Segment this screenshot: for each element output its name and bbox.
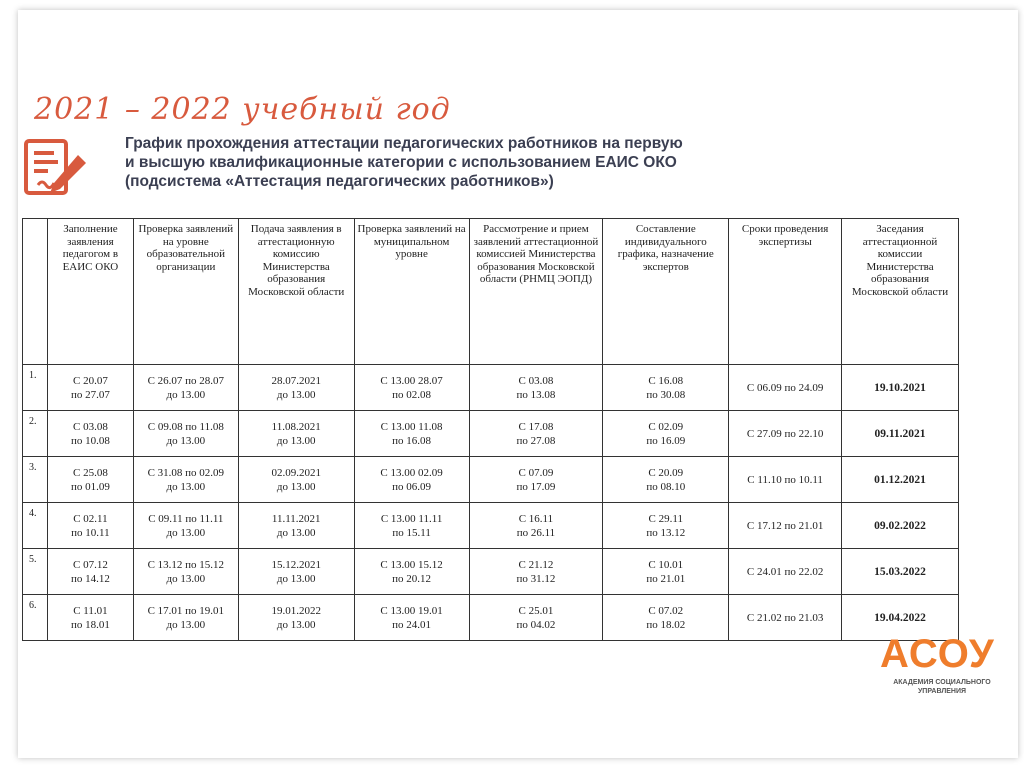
table-row xyxy=(23,457,959,503)
cell-line: С 13.00 02.09 xyxy=(380,466,443,479)
cell-line: С 13.00 11.11 xyxy=(380,512,443,525)
table-row xyxy=(23,595,959,641)
cell-line: по 02.08 xyxy=(392,388,432,401)
table-cell xyxy=(842,503,959,549)
cell-line: 1. xyxy=(29,370,37,381)
cell-line: 28.07.2021 xyxy=(271,374,321,387)
cell-line: по 17.09 xyxy=(516,480,556,493)
cell-line: по 08.10 xyxy=(646,480,686,493)
subtitle-line: График прохождения аттестации педагогических работников на первую xyxy=(125,135,683,152)
cell-line: 11.08.2021 xyxy=(271,420,321,433)
cell-line: по 18.01 xyxy=(70,618,110,631)
cell-line: 01.12.2021 xyxy=(874,473,926,486)
table-cell xyxy=(238,503,354,549)
cell-line: С 02.11 xyxy=(73,512,108,525)
cell-line: С 21.02 по 21.03 xyxy=(746,611,824,624)
table-cell xyxy=(354,503,469,549)
table-cell xyxy=(47,365,133,411)
cell-line: до 13.00 xyxy=(276,480,316,493)
cell-line: по 10.11 xyxy=(71,526,110,539)
table-cell xyxy=(603,549,729,595)
cell-line: С 31.08 по 02.09 xyxy=(147,466,225,479)
document-pen-icon xyxy=(22,137,88,203)
row-number xyxy=(23,549,48,595)
table-cell xyxy=(47,411,133,457)
row-number xyxy=(23,457,48,503)
cell-line: 19.01.2022 xyxy=(271,604,321,617)
subtitle-line: (подсистема «Аттестация педагогических работников») xyxy=(125,173,554,190)
table-cell xyxy=(729,549,842,595)
table-cell xyxy=(603,411,729,457)
cell-line: С 27.09 по 22.10 xyxy=(746,427,824,440)
table-cell xyxy=(469,411,603,457)
cell-line: до 13.00 xyxy=(166,434,206,447)
table-cell xyxy=(603,365,729,411)
table-cell xyxy=(842,549,959,595)
cell-line: по 24.01 xyxy=(392,618,432,631)
table-cell xyxy=(469,595,603,641)
cell-line: С 13.00 11.08 xyxy=(380,420,443,433)
table-cell xyxy=(469,549,603,595)
cell-line: по 30.08 xyxy=(646,388,686,401)
cell-line: по 14.12 xyxy=(70,572,110,585)
cell-line: 09.11.2021 xyxy=(874,427,926,440)
logo-subtitle xyxy=(892,678,992,696)
table-row xyxy=(23,503,959,549)
column-header: Подача заявления в аттестационную комиссию Министерства образования Московской области xyxy=(238,219,354,365)
cell-line: С 20.09 xyxy=(648,466,684,479)
table-cell xyxy=(133,595,238,641)
cell-line: С 26.07 по 28.07 xyxy=(147,374,225,387)
cell-line: до 13.00 xyxy=(276,388,316,401)
table-header-row xyxy=(23,219,959,365)
cell-line: до 13.00 xyxy=(276,434,316,447)
table-cell xyxy=(354,457,469,503)
cell-line: С 24.01 по 22.02 xyxy=(746,565,824,578)
cell-line: 2. xyxy=(29,416,37,427)
table-cell xyxy=(133,549,238,595)
cell-line: С 03.08 xyxy=(518,374,554,387)
cell-line: 5. xyxy=(29,554,37,565)
cell-line: до 13.00 xyxy=(276,572,316,585)
cell-line: по 01.09 xyxy=(70,480,110,493)
column-header: Проверка заявлений на уровне образовательной организации xyxy=(133,219,238,365)
cell-line: С 16.11 xyxy=(518,512,554,525)
logo-subtitle-line: УПРАВЛЕНИЯ xyxy=(917,688,967,695)
row-number xyxy=(23,595,48,641)
table-cell xyxy=(469,503,603,549)
logo-word: АСОУ xyxy=(880,632,995,676)
table-cell xyxy=(354,411,469,457)
row-number xyxy=(23,365,48,411)
table-cell xyxy=(133,503,238,549)
table-cell xyxy=(469,365,603,411)
cell-line: 19.10.2021 xyxy=(874,381,926,394)
cell-line: по 10.08 xyxy=(70,434,110,447)
table-cell xyxy=(133,411,238,457)
cell-line: 15.12.2021 xyxy=(271,558,321,571)
cell-line: С 17.08 xyxy=(518,420,554,433)
cell-line: по 15.11 xyxy=(392,526,431,539)
cell-line: С 11.01 xyxy=(73,604,108,617)
table-cell xyxy=(47,595,133,641)
cell-line: 19.04.2022 xyxy=(874,611,926,624)
table-cell xyxy=(47,503,133,549)
table-row xyxy=(23,549,959,595)
table-row xyxy=(23,411,959,457)
cell-line: по 18.02 xyxy=(646,618,686,631)
logo-subtitle-line: АКАДЕМИЯ СОЦИАЛЬНОГО xyxy=(893,679,991,686)
table-cell xyxy=(729,365,842,411)
column-header: Сроки проведения экспертизы xyxy=(729,219,842,365)
cell-line: по 06.09 xyxy=(392,480,432,493)
table-cell xyxy=(354,549,469,595)
cell-line: С 21.12 xyxy=(518,558,554,571)
column-header: Заседания аттестационной комиссии Министерства образования Московской области xyxy=(842,219,959,365)
cell-line: 6. xyxy=(29,600,37,611)
cell-line: до 13.00 xyxy=(276,526,316,539)
table-cell xyxy=(238,595,354,641)
cell-line: 3. xyxy=(29,462,37,473)
cell-line: по 26.11 xyxy=(516,526,556,539)
cell-line: С 09.08 по 11.08 xyxy=(147,420,224,433)
row-number xyxy=(23,503,48,549)
table-cell xyxy=(133,457,238,503)
cell-line: 11.11.2021 xyxy=(271,512,321,525)
table-cell xyxy=(729,411,842,457)
column-header: Проверка заявлений на муниципальном уровне xyxy=(354,219,469,365)
cell-line: С 06.09 по 24.09 xyxy=(746,381,824,394)
table-row xyxy=(23,365,959,411)
table-cell xyxy=(238,457,354,503)
table-cell xyxy=(603,595,729,641)
table-cell xyxy=(603,503,729,549)
cell-line: С 07.02 xyxy=(648,604,684,617)
cell-line: С 20.07 xyxy=(72,374,108,387)
table-cell xyxy=(47,457,133,503)
cell-line: до 13.00 xyxy=(166,480,206,493)
attestation-schedule-table xyxy=(22,218,959,641)
column-header xyxy=(23,219,48,365)
cell-line: до 13.00 xyxy=(166,526,206,539)
cell-line: С 13.00 15.12 xyxy=(380,558,443,571)
table-cell xyxy=(354,595,469,641)
table-cell xyxy=(354,365,469,411)
row-number xyxy=(23,411,48,457)
table-cell xyxy=(469,457,603,503)
cell-line: по 13.08 xyxy=(516,388,556,401)
table-cell xyxy=(729,457,842,503)
subtitle-line: и высшую квалификационные категории с использованием ЕАИС ОКО xyxy=(125,154,677,171)
table-cell xyxy=(238,549,354,595)
cell-line: 02.09.2021 xyxy=(271,466,321,479)
cell-line: С 07.12 xyxy=(72,558,108,571)
cell-line: по 16.09 xyxy=(646,434,686,447)
cell-line: С 16.08 xyxy=(648,374,684,387)
table-cell xyxy=(729,503,842,549)
cell-line: С 09.11 по 11.11 xyxy=(148,512,224,525)
cell-line: до 13.00 xyxy=(166,388,206,401)
cell-line: до 13.00 xyxy=(166,618,206,631)
cell-line: С 13.12 по 15.12 xyxy=(147,558,225,571)
cell-line: по 04.02 xyxy=(516,618,556,631)
cell-line: С 07.09 xyxy=(518,466,554,479)
cell-line: 09.02.2022 xyxy=(874,519,926,532)
cell-line: по 27.08 xyxy=(516,434,556,447)
cell-line: С 17.12 по 21.01 xyxy=(746,519,824,532)
cell-line: по 21.01 xyxy=(646,572,686,585)
cell-line: С 03.08 xyxy=(72,420,108,433)
table-cell xyxy=(47,549,133,595)
column-header: Составление индивидуального графика, назначение экспертов xyxy=(603,219,729,365)
asou-logo xyxy=(880,632,1010,712)
cell-line: С 25.01 xyxy=(518,604,554,617)
academic-year-title: 2021 – 2022 учебный год xyxy=(34,92,451,127)
cell-line: С 17.01 по 19.01 xyxy=(147,604,225,617)
cell-line: С 25.08 xyxy=(72,466,108,479)
cell-line: С 10.01 xyxy=(648,558,684,571)
table-cell xyxy=(729,595,842,641)
table-cell xyxy=(842,457,959,503)
table-cell xyxy=(238,411,354,457)
cell-line: С 29.11 xyxy=(648,512,683,525)
column-header: Заполнение заявления педагогом в ЕАИС ОКО xyxy=(47,219,133,365)
cell-line: С 02.09 xyxy=(648,420,684,433)
table-cell xyxy=(238,365,354,411)
table-cell xyxy=(603,457,729,503)
table-cell xyxy=(842,365,959,411)
cell-line: по 16.08 xyxy=(392,434,432,447)
cell-line: С 13.00 19.01 xyxy=(380,604,443,617)
cell-line: 4. xyxy=(29,508,37,519)
column-header: Рассмотрение и прием заявлений аттестационной комиссией Министерства образования Московской области (РНМЦ ЭОПД) xyxy=(469,219,603,365)
cell-line: по 20.12 xyxy=(392,572,432,585)
cell-line: до 13.00 xyxy=(166,572,206,585)
table-cell xyxy=(842,411,959,457)
cell-line: С 11.10 по 10.11 xyxy=(747,473,823,486)
cell-line: по 27.07 xyxy=(70,388,110,401)
cell-line: С 13.00 28.07 xyxy=(380,374,443,387)
table-cell xyxy=(133,365,238,411)
cell-line: по 13.12 xyxy=(646,526,686,539)
cell-line: 15.03.2022 xyxy=(874,565,926,578)
cell-line: до 13.00 xyxy=(276,618,316,631)
cell-line: по 31.12 xyxy=(516,572,556,585)
page-subtitle xyxy=(125,134,825,191)
